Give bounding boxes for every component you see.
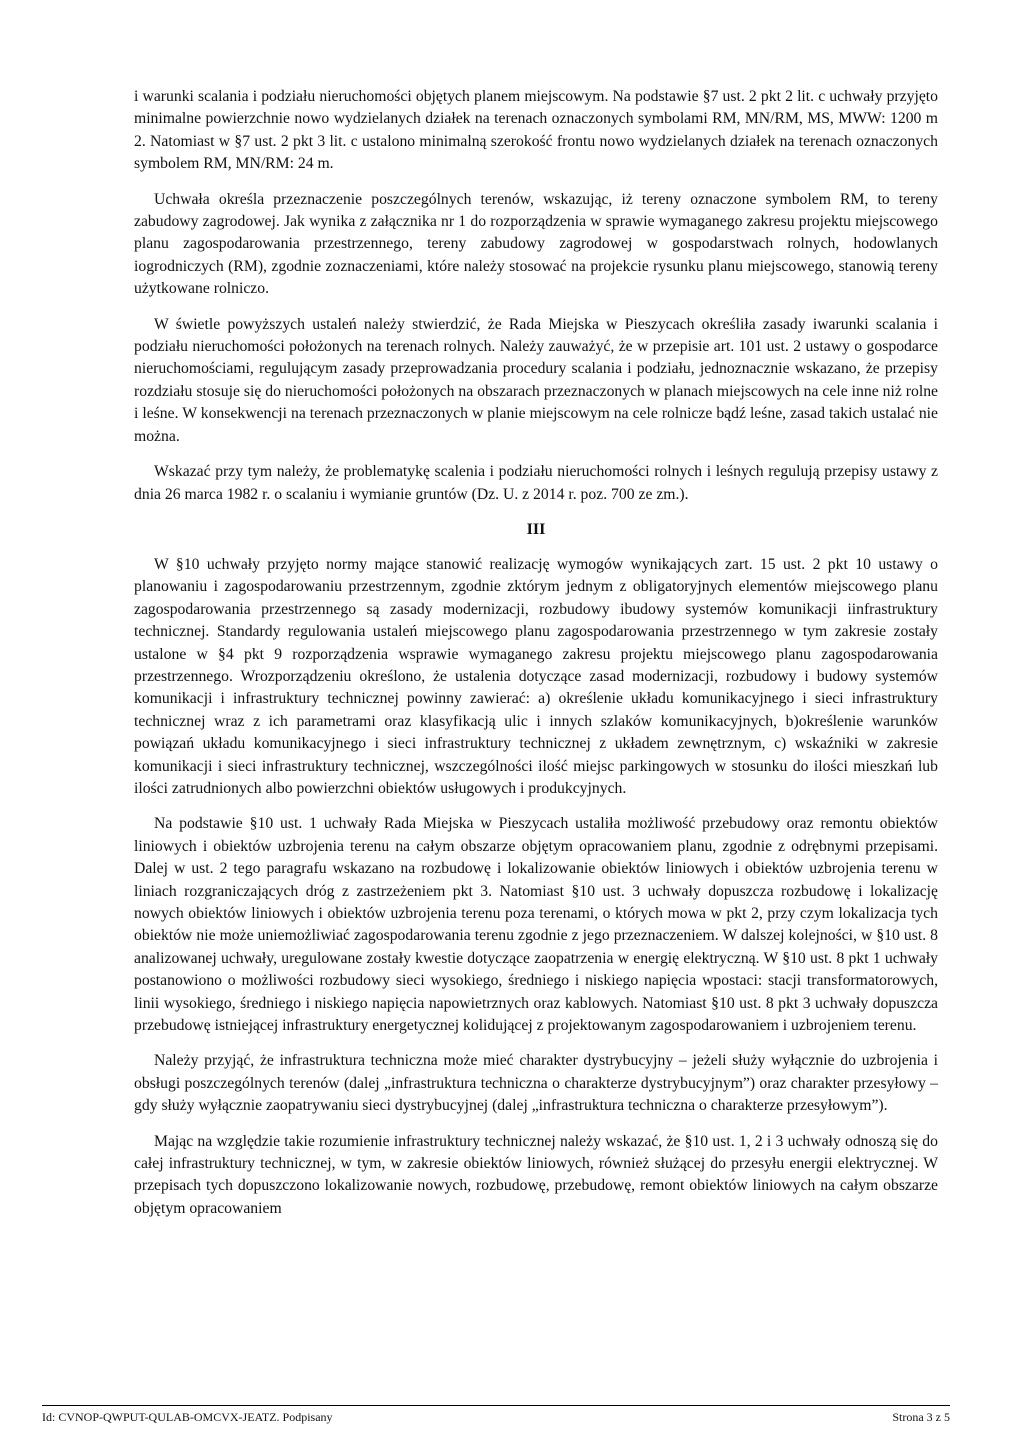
page-number: Strona 3 z 5: [892, 1410, 950, 1424]
section-paragraph-4: Mając na względzie takie rozumienie infrastruktury technicznej należy wskazać, że §10 ust. 1, 2 i 3 uchwały odnoszą się do całej infrastruktury technicznej, w tym, w zakresie obiektów liniowych, również służącej do przesyłu energii elektrycznej. W przepisach tych dopuszczono lokalizowanie nowych, rozbudowę, przebudowę, remont obiektów liniowych na całym obszarze objętym opracowaniem: [134, 1132, 938, 1217]
section-paragraph-2: Na podstawie §10 ust. 1 uchwały Rada Miejska w Pieszycach ustaliła możliwość przebudowy oraz remontu obiektów liniowych i obiektów uzbrojenia terenu na całym obszarze objętym opracowaniem planu, zgodnie z odrębnymi przepisami. Dalej w ust. 2 tego paragrafu wskazano na rozbudowę i lokalizowanie obiektów liniowych i obiektów uzbrojenia terenu w liniach rozgraniczających dróg z zastrzeżeniem pkt 3. Natomiast §10 ust. 3 uchwały dopuszcza rozbudowę i lokalizację nowych obiektów liniowych i obiektów uzbrojenia terenu poza terenami, o których mowa w pkt 2, przy czym lokalizacja tych obiektów nie może uniemożliwiać zagospodarowania terenu zgodnie z jego przeznaczeniem. W dalszej kolejności, w §10 ust. 8 analizowanej uchwały, uregulowane zostały kwestie dotyczące zaopatrzenia w energię elektryczną. W §10 ust. 8 pkt 1 uchwały postanowiono o możliwości rozbudowy sieci wysokiego, średniego i niskiego napięcia wpostaci: stacji transformatorowych, linii wysokiego, średniego i niskiego napięcia napowietrznych oraz kablowych. Natomiast §10 ust. 8 pkt 3 uchwały dopuszcza przebudowę istniejącej infrastruktury energetycznej kolidującej z projektowanym zagospodarowaniem i uzbrojeniem terenu.: [134, 815, 938, 1035]
paragraph-1: i warunki scalania i podziału nieruchomości objętych planem miejscowym. Na podstawie §7 ust. 2 pkt 2 lit. c uchwały przyjęto minimalne powierzchnie nowo wydzielanych działek na terenach oznaczonych symbolami RM, MN/RM, MS, MWW: 1200 m 2. Natomiast w §7 ust. 2 pkt 3 lit. c ustalono minimalną szerokość frontu nowo wydzielanych działek na terenach oznaczonych symbolem RM, MN/RM: 24 m.: [134, 88, 938, 173]
section-paragraph-3: Należy przyjąć, że infrastruktura techniczna może mieć charakter dystrybucyjny – jeżeli służy wyłącznie do uzbrojenia i obsługi poszczególnych terenów (dalej „infrastruktura techniczna o charakterze dystrybucyjnym”) oraz charakter przesyłowy – gdy służy wyłącznie zaopatrywaniu sieci dystrybucyjnej (dalej „infrastruktura techniczna o charakterze przesyłowym”).: [134, 1052, 938, 1115]
section-paragraph-1: W §10 uchwały przyjęto normy mające stanowić realizację wymogów wynikających zart. 15 ust. 2 pkt 10 ustawy o planowaniu i zagospodarowaniu przestrzennym, zgodnie zktórym jednym z obligatoryjnych elementów miejscowego planu zagospodarowania przestrzennego są zasady modernizacji, rozbudowy ibudowy systemów komunikacji iinfrastruktury technicznej. Standardy regulowania ustaleń miejscowego planu zagospodarowania przestrzennego w tym zakresie zostały ustalone w §4 pkt 9 rozporządzenia wsprawie wymaganego zakresu projektu miejscowego planu zagospodarowania przestrzennego. Wrozporządzeniu określono, że ustalenia dotyczące zasad modernizacji, rozbudowy i budowy systemów komunikacji i infrastruktury technicznej powinny zawierać: a) określenie układu komunikacyjnego i sieci infrastruktury technicznej wraz z ich parametrami oraz klasyfikacją ulic i innych szlaków komunikacyjnych, b)określenie warunków powiązań układu komunikacyjnego i sieci infrastruktury technicznej z układem zewnętrznym, c) wskaźniki w zakresie komunikacji i sieci infrastruktury technicznej, wszczególności ilość miejsc parkingowych w stosunku do ilości mieszkań lub ilości zatrudnionych albo powierzchni obiektów usługowych i produkcyjnych.: [134, 555, 938, 797]
section-heading: III: [526, 520, 546, 538]
document-page: [134, 86, 938, 1233]
page-footer: [42, 1405, 950, 1424]
paragraph-3: W świetle powyższych ustaleń należy stwierdzić, że Rada Miejska w Pieszycach określiła zasady iwarunki scalania i podziału nieruchomości położonych na terenach rolnych. Należy zauważyć, że w przepisie art. 101 ust. 2 ustawy o gospodarce nieruchomościami, regulującym zasady przeprowadzania procedury scalania i podziału, jednoznacznie wskazano, że przepisy rozdziału stosuje się do nieruchomości położonych na obszarach przeznaczonych w planach miejscowych na cele inne niż rolne i leśne. W konsekwencji na terenach przeznaczonych w planie miejscowym na cele rolnicze bądź leśne, zasad takich ustalać nie można.: [134, 315, 938, 445]
paragraph-4: Wskazać przy tym należy, że problematykę scalenia i podziału nieruchomości rolnych i leśnych regulują przepisy ustawy z dnia 26 marca 1982 r. o scalaniu i wymianie gruntów (Dz. U. z 2014 r. poz. 700 ze zm.).: [134, 463, 938, 503]
paragraph-2: Uchwała określa przeznaczenie poszczególnych terenów, wskazując, iż tereny oznaczone symbolem RM, to tereny zabudowy zagrodowej. Jak wynika z załącznika nr 1 do rozporządzenia w sprawie wymaganego zakresu projektu miejscowego planu zagospodarowania przestrzennego, tereny zabudowy zagrodowej w gospodarstwach rolnych, hodowlanych iogrodniczych (RM), zgodnie zoznaczeniami, które należy stosować na projekcie rysunku planu miejscowego, stanowią tereny użytkowane rolniczo.: [134, 190, 938, 298]
document-id: Id: CVNOP-QWPUT-QULAB-OMCVX-JEATZ. Podpisany: [42, 1410, 333, 1424]
